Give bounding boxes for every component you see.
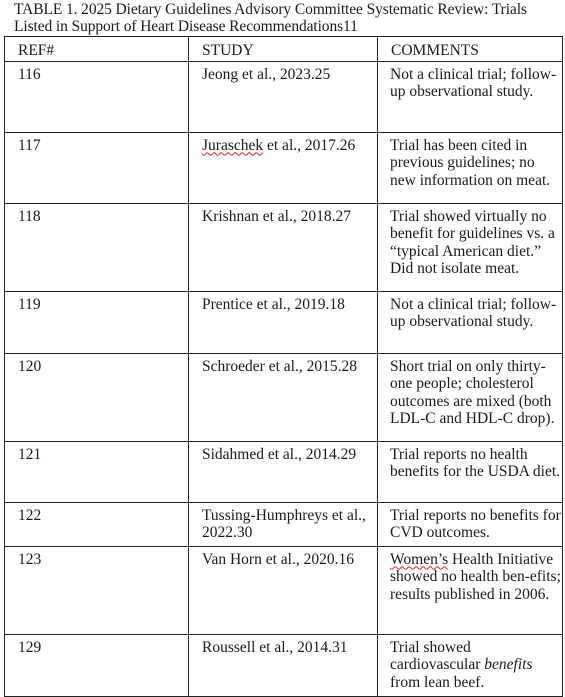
comment-text: Health Initiative showed no health ben-efits; results published in 2006.	[390, 550, 561, 603]
study-citation: et al., 2017.26	[263, 136, 356, 154]
trials-table	[4, 36, 563, 697]
cell-ref: 117	[5, 132, 189, 203]
cell-comments: Short trial on only thirty-one people; cholesterol outcomes are mixed (both LDL-C and HDL-C drop).	[378, 353, 563, 441]
cell-comments: Trial has been cited in previous guidelines; no new information on meat.	[378, 132, 563, 203]
table-row	[5, 132, 563, 203]
column-header-ref: REF#	[5, 37, 189, 62]
comment-text: from lean beef.	[390, 673, 485, 691]
comment-emphasis: benefits	[484, 656, 533, 673]
cell-ref: 122	[5, 502, 189, 546]
table-row	[5, 203, 563, 291]
cell-study: Tussing-Humphreys et al., 2022.30	[189, 502, 378, 546]
cell-study: Van Horn et al., 2020.16	[189, 546, 378, 634]
table-row	[5, 634, 563, 696]
cell-study: Schroeder et al., 2015.28	[189, 353, 378, 441]
table-row	[5, 291, 563, 353]
cell-study: Jeong et al., 2023.25	[189, 61, 378, 132]
cell-comments	[378, 546, 563, 634]
comment-first-word: Women’s	[390, 550, 449, 568]
table-row	[5, 353, 563, 441]
column-header-study: STUDY	[189, 37, 378, 62]
cell-ref: 119	[5, 291, 189, 353]
cell-study: Sidahmed et al., 2014.29	[189, 441, 378, 502]
cell-study: Krishnan et al., 2018.27	[189, 203, 378, 291]
cell-ref: 121	[5, 441, 189, 502]
cell-ref: 118	[5, 203, 189, 291]
table-header-row	[5, 37, 563, 62]
table-row	[5, 441, 563, 502]
cell-ref: 120	[5, 353, 189, 441]
cell-comments: Trial reports no benefits for CVD outcomes.	[378, 502, 563, 546]
cell-study: Prentice et al., 2019.18	[189, 291, 378, 353]
cell-ref: 129	[5, 634, 189, 696]
table-row	[5, 546, 563, 634]
table-row	[5, 502, 563, 546]
study-author: Juraschek	[202, 136, 264, 154]
table-row	[5, 61, 563, 132]
cell-ref: 116	[5, 61, 189, 132]
comment-text: Trial showed cardiovascular	[390, 638, 485, 673]
cell-study: Roussell et al., 2014.31	[189, 634, 378, 696]
table-caption: TABLE 1. 2025 Dietary Guidelines Advisory Committee Systematic Review: Trials Listed in Support of Heart Disease Recommendations11	[14, 1, 527, 35]
cell-comments: Not a clinical trial; follow-up observational study.	[378, 291, 563, 353]
cell-comments: Trial showed virtually no benefit for guidelines vs. a “typical American diet.” Did not isolate meat.	[378, 203, 563, 291]
cell-study	[189, 132, 378, 203]
column-header-comments: COMMENTS	[378, 37, 563, 62]
cell-comments: Not a clinical trial; follow-up observational study.	[378, 61, 563, 132]
cell-ref: 123	[5, 546, 189, 634]
cell-comments	[378, 634, 563, 696]
cell-comments: Trial reports no health benefits for the USDA diet.	[378, 441, 563, 502]
